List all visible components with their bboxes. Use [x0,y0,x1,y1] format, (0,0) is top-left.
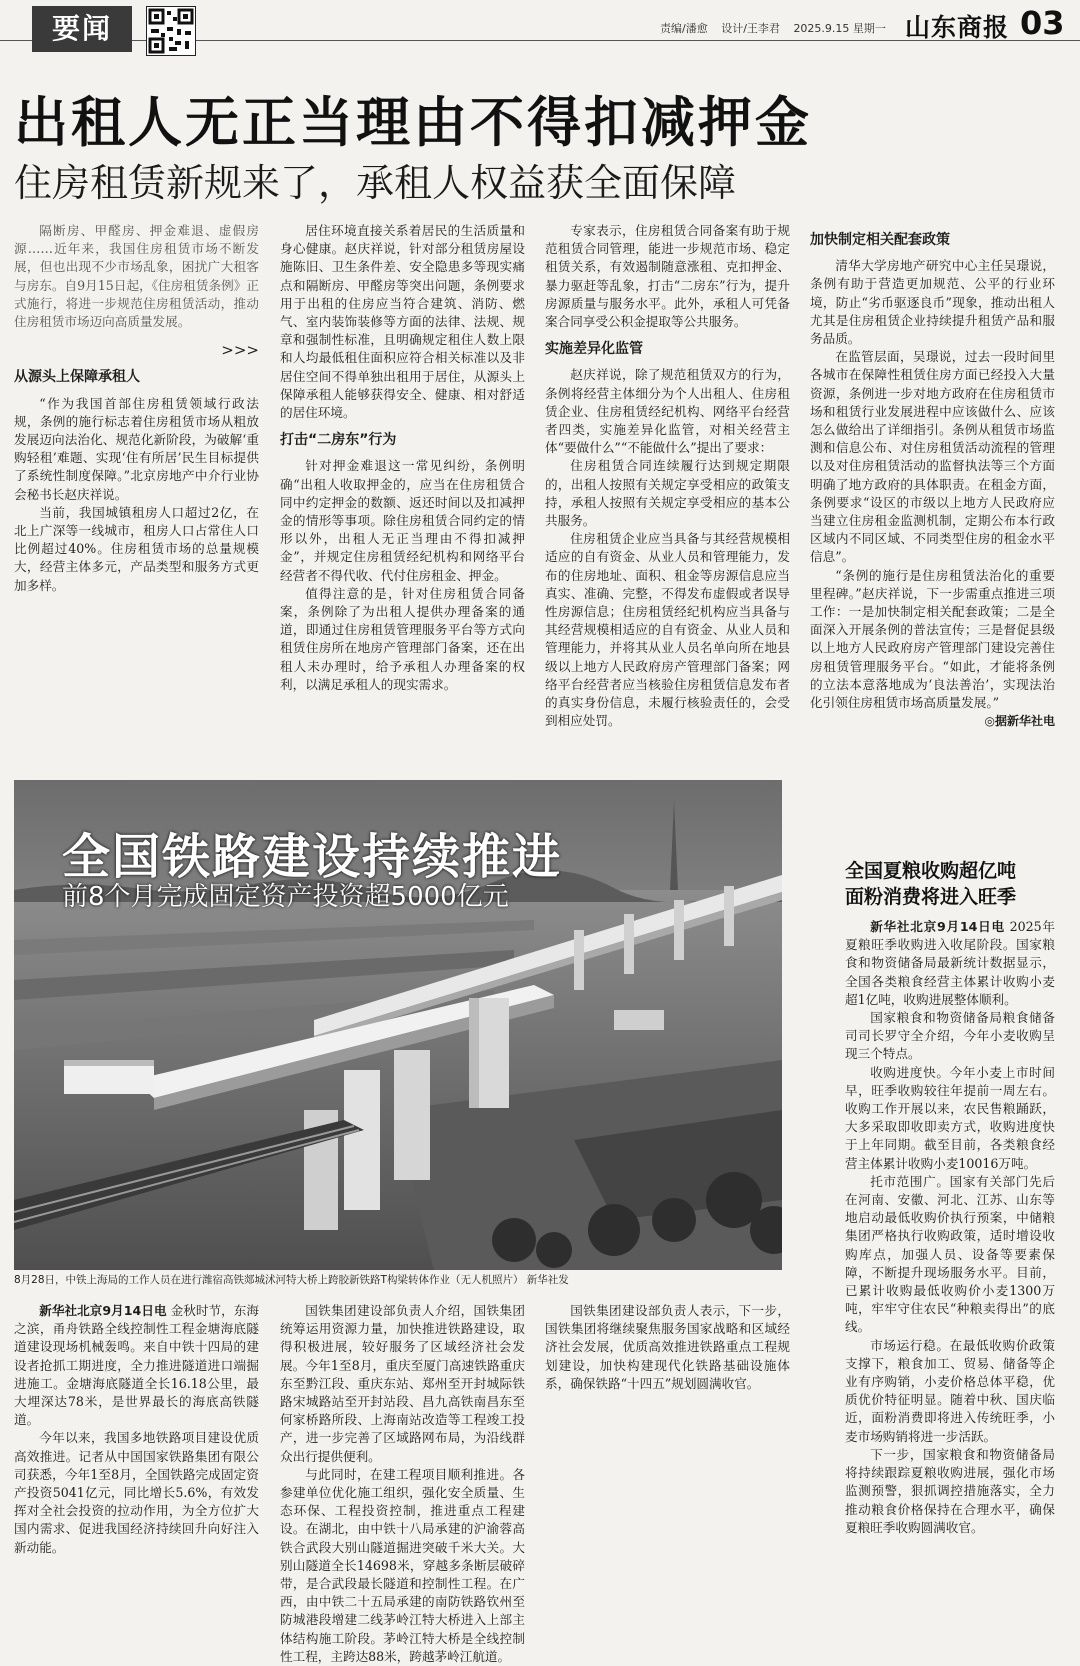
rail-story-column-1 [14,1302,259,1582]
main-story-column-4 [810,222,1055,762]
body-paragraph: 今年以来，我国多地铁路项目建设优质高效推进。记者从中国国家铁路集团有限公司获悉，今年1至8月，全国铁路完成固定资产投资5041亿元，同比增长5.6%，有效发挥对全社会投资的拉动作用，为全方位扩大国内需求、促进我国经济持续回升向好注入新动能。 [14,1430,259,1555]
header-meta [660,20,896,36]
main-headline: 出租人无正当理由不得扣减押金 [14,91,812,154]
section-heading: 实施差异化监管 [545,341,643,358]
lead-paragraph: 隔断房、甲醛房、押金难退、虚假房源……近年来，我国住房租赁市场不断发展，但也出现不少市场乱象，困扰广大租客与房东。自9月15日起，《住房租赁条例》正式施行，将进一步规范住房租赁活动，推动住房租赁市场迈向高质量发展。 [14,223,259,330]
main-story-column-3 [545,222,790,762]
body-paragraph: “作为我国首部住房租赁领域行政法规，条例的施行标志着住房租赁市场从粗放发展迈向法治化、规范化新阶段，为破解‘重购轻租’难题、实现‘住有所居’民生目标提供了系统性制度保障。”北京房地产中介行业协会秘书长赵庆祥说。 [14,395,259,502]
body-paragraph: 下一步，国家粮食和物资储备局将持续跟踪夏粮收购进展，强化市场监测预警，狠抓调控措施落实，全力推动粮食价格保持在合理水平，确保夏粮旺季收购圆满收官。 [845,1446,1055,1535]
body-paragraph: “条例的施行是住房租赁法治化的重要里程碑。”赵庆祥说，下一步需重点推进三项工作：一是加快制定相关配套政策；二是全面深入开展条例的普法宣传；三是督促县级以上地方人民政府房产管理部门建设完善住房租赁管理服务平台。“如此，才能将条例的立法本意落地成为‘良法善治’，实现法治化引领住房租赁市场高质量发展。” [810,567,1055,711]
paper-name: 山东商报 [905,13,1010,42]
qr-code-icon [146,6,196,56]
body-paragraph: 金秋时节，东海之滨，甬舟铁路全线控制性工程金塘海底隧道建设现场机械轰鸣。来自中铁十四局的建设者抢抓工期进度，全力推进隧道进口端掘进施工。金塘海底隧道全长16.18公里，最大埋深达78米，是世界最长的海底高铁隧道。 [14,1303,259,1428]
main-subheadline: 住房租赁新规来了，承租人权益获全面保障 [14,161,737,205]
body-paragraph: 住房租赁合同连续履行达到规定期限的，出租人按照有关规定享受相应的政策支持，承租人按照有关规定享受相应的基本公共服务。 [545,458,790,529]
body-paragraph: 在监管层面，吴璟说，过去一段时间里各城市在保障性租赁住房方面已经投入大量资源，条例进一步对地方政府在住房租赁市场和租赁行业发展进程中应该做什么、应该怎么做给出了详细指引。条例从租赁市场监测和信息公布、对住房租赁活动流程的管理以及对住房租赁活动的监督执法等三个方面明确了地方政府的具体职责。在租金方面，条例要求“设区的市级以上地方人民政府应当建立住房租金监测机制，定期公布本行政区域内不同区域、不同类型住房的租金水平信息”。 [810,349,1055,565]
body-paragraph: 清华大学房地产研究中心主任吴璟说，条例有助于营造更加规范、公平的行业环境，防止“劣币驱逐良币”现象，推动出租人尤其是住房租赁企业持续提升租赁产品和服务品质。 [810,258,1055,347]
section-heading: 加快制定相关配套政策 [810,232,950,248]
side-story-headline [845,858,1055,910]
body-paragraph: 居住环境直接关系着居民的生活质量和身心健康。赵庆祥说，针对部分租赁房屋设施陈旧、卫生条件差、安全隐患多等现实痛点和隔断房、甲醛房等突出问题，条例要求用于出租的住房应当符合建筑、消防、燃气、室内装饰装修等方面的法律、法规、规章和强制性标准，且明确规定租住人数上限和人均最低租住面积应符合相关标准以及非居住空间不得单独出租用于居住，从源头上保障承租人能够获得安全、健康、相对舒适的居住环境。 [280,223,525,421]
section-heading: 从源头上保障承租人 [14,369,140,386]
side-headline-line-1: 全国夏粮收购超亿吨 [845,860,1017,882]
section-heading: 打击“二房东”行为 [280,432,397,449]
body-paragraph: 国家粮食和物资储备局粮食储备司司长罗守全介绍，今年小麦收购呈现三个特点。 [845,1010,1055,1062]
body-paragraph: 市场运行稳。在最低收购价政策支撑下，粮食加工、贸易、储备等企业有序购销，小麦价格总体平稳，优质优价特征明显。随着中秋、国庆临近，面粉消费即将进入传统旺季，小麦市场购销将进一步活跃。 [845,1337,1055,1444]
body-paragraph: 值得注意的是，针对住房租赁合同备案，条例除了为出租人提供办理备案的通道，即通过住房租赁管理服务平台等方式向租赁住房所在地房产管理部门备案，还在出租人未办理时，给予承租人办理备案的权利，以满足承租人的现实需求。 [280,585,525,692]
body-paragraph: 住房租赁企业应当具备与其经营规模相适应的自有资金、从业人员和管理能力，发布的住房地址、面积、租金等房源信息应当真实、准确、完整，不得发布虚假或者误导性房源信息；住房租赁经纪机构应当具备与其经营规模相适应的自有资金、从业人员和管理能力，并将其从业人员名单向所在地县级以上地方人民政府房产管理部门备案；网络平台经营者应当核验住房租赁信息发布者的真实身份信息，未履行核验责任的，会受到相应处罚。 [545,531,790,729]
main-story-column-1 [14,222,259,762]
rail-story-column-2 [280,1302,525,1664]
rail-story-column-3 [545,1302,790,1582]
photo-caption: 8月28日，中铁上海局的工作人员在进行潍宿高铁郯城沭河特大桥上跨胶新铁路T构梁转体作业（无人机照片） 新华社发 [14,1274,569,1286]
news-credit: ◎据新华社电 [984,714,1055,729]
body-paragraph: 针对押金难退这一常见纠纷，条例明确“出租人收取押金的，应当在住房租赁合同中约定押金的数额、返还时间以及扣减押金的情形等事项。除住房租赁合同约定的情形以外，出租人无正当理由不得扣减押金”，并规定住房租赁经纪机构和网络平台经营者不得代收、代付住房租金、押金。 [280,458,525,583]
continue-arrows: >>> [221,341,259,360]
editor-credit: 责编/潘愈 [660,22,708,35]
body-paragraph: 与此同时，在建工程项目顺利推进。各参建单位优化施工组织，强化安全质量、生态环保、工程投资控制，推进重点工程建设。在湖北，由中铁十八局承建的沪渝蓉高铁合武段大别山隧道掘进突破千米大关。大别山隧道全长14698米，穿越多条断层破碎带，是合武段最长隧道和控制性工程。在广西，由中铁二十五局承建的南防铁路钦州至防城港段增建二线茅岭江特大桥进入上部主体结构施工阶段。茅岭江特大桥是全线控制性工程，主跨达88米，跨越茅岭江航道。 [280,1466,525,1664]
photo-title: 全国铁路建设持续推进 [62,829,563,885]
body-paragraph: 当前，我国城镇租房人口超过2亿，在北上广深等一线城市，租房人口占常住人口比例超过40%。住房租赁市场的总量规模大，经营主体多元，产品类型和服务方式更加多样。 [14,504,259,593]
body-paragraph: 2025年夏粮旺季收购进入收尾阶段。国家粮食和物资储备局最新统计数据显示，全国各类粮食经营主体累计收购小麦超1亿吨，收购进展整体顺利。 [845,919,1055,1007]
main-story-column-2 [280,222,525,762]
body-paragraph: 国铁集团建设部负责人表示，下一步，国铁集团将继续聚焦服务国家战略和区域经济社会发展，优质高效推进铁路重点工程规划建设，加快构建现代化铁路基础设施体系，确保铁路“十四五”规划圆满收官。 [545,1303,790,1391]
body-paragraph: 赵庆祥说，除了规范租赁双方的行为，条例将经营主体细分为个人出租人、住房租赁企业、住房租赁经纪机构、网络平台经营者四类，实施差异化监管，对相关经营主体“要做什么”“不能做什么”提出了要求： [545,367,790,456]
grain-story-column [845,918,1055,1582]
section-tab: 要闻 [32,6,132,52]
body-paragraph: 国铁集团建设部负责人介绍，国铁集团统筹运用资源力量，加快推进铁路建设，取得积极进展，较好服务了区域经济社会发展。今年1至8月，重庆至厦门高速铁路重庆东至黔江段、重庆东站、郑州至开封城际铁路宋城路站至开封站段、昌九高铁南昌东至何家桥路所段、上海南站改造等工程竣工投产，进一步完善了区域路网布局，为沿线群众出行提供便利。 [280,1303,525,1464]
body-paragraph: 收购进度快。今年小麦上市时间早，旺季收购较往年提前一周左右。收购工作开展以来，农民售粮踊跃，大多采取即收即卖方式，收购进度快于上年同期。截至目前，各类粮食经营主体累计收购小麦10016万吨。 [845,1064,1055,1171]
body-paragraph: 托市范围广。国家有关部门先后在河南、安徽、河北、江苏、山东等地启动最低收购价执行预案，中储粮集团严格执行收购政策，适时增设收购库点，加强人员、设备等要素保障，不断提升现场服务水平。目前，已累计收购最低收购价小麦1300万吨，牢牢守住农民“种粮卖得出”的底线。 [845,1173,1055,1335]
issue-date: 2025.9.15 星期一 [793,22,886,35]
grain-dateline: 新华社北京9月14日电 [870,919,1005,934]
rail-dateline: 新华社北京9月14日电 [39,1303,167,1318]
body-paragraph: 专家表示，住房租赁合同备案有助于规范租赁合同管理，能进一步规范市场、稳定租赁关系，有效遏制随意涨租、克扣押金、暴力驱赶等乱象，打击“二房东”行为，提升房源质量与服务水平。此外，承租人可凭备案合同享受公积金提取等公共服务。 [545,223,790,330]
side-headline-line-2: 面粉消费将进入旺季 [845,886,1017,908]
designer-credit: 设计/王李君 [721,22,780,35]
page-number: 03 [1020,4,1065,42]
photo-subtitle: 前8个月完成固定资产投资超5000亿元 [62,882,509,912]
